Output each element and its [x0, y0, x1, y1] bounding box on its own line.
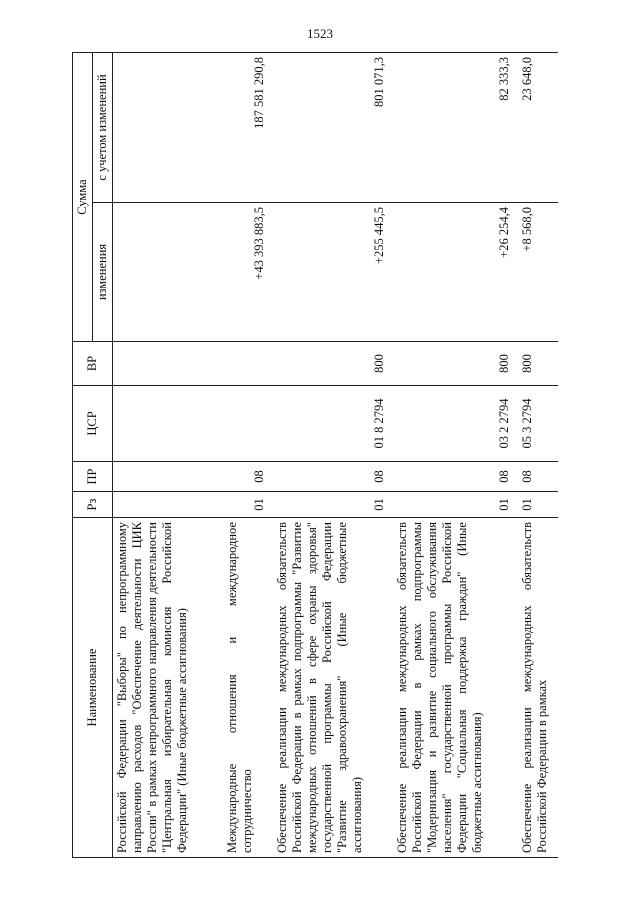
header-csr: ЦСР — [73, 386, 113, 462]
row-rz: 01 — [223, 492, 273, 518]
header-name: Наименование — [73, 518, 113, 858]
row-change: +26 254,4 — [393, 203, 518, 342]
row-total — [113, 53, 223, 203]
row-change: +43 393 883,5 — [223, 203, 273, 342]
header-rz: Рз — [73, 492, 113, 518]
row-vr: 800 — [393, 342, 518, 386]
row-name: Обеспечение реализации международных обязательств Российской Федерации в рамках — [518, 518, 558, 858]
row-pr: 08 — [518, 462, 558, 492]
row-total: 801 071,3 — [273, 53, 393, 203]
row-change: +255 445,5 — [273, 203, 393, 342]
row-name: Российской Федерации "Выборы" по непрограммному направлению расходов "Обеспечение деятельности ЦИК России" в рамках непрограммного направления деятельности "Центральная избирательная комиссия Российской Федерации" (Иные бюджетные ассигнования) — [113, 518, 223, 858]
row-name: Международные отношения и международное сотрудничество — [223, 518, 273, 858]
row-change — [113, 203, 223, 342]
header-sum: Сумма — [73, 53, 93, 342]
row-change: +8 568,0 — [518, 203, 558, 342]
row-csr — [113, 386, 223, 462]
table-row — [393, 53, 518, 858]
table-row — [223, 53, 273, 858]
row-rz — [113, 492, 223, 518]
row-pr: 08 — [223, 462, 273, 492]
row-vr — [113, 342, 223, 386]
row-total: 23 648,0 — [518, 53, 558, 203]
row-pr: 08 — [393, 462, 518, 492]
table-row — [113, 53, 223, 858]
row-rz: 01 — [273, 492, 393, 518]
row-csr: 03 2 2794 — [393, 386, 518, 462]
header-vr: ВР — [73, 342, 113, 386]
table-row — [518, 53, 558, 858]
row-total: 187 581 290,8 — [223, 53, 273, 203]
row-csr: 01 8 2794 — [273, 386, 393, 462]
row-vr: 800 — [273, 342, 393, 386]
page-number: 1523 — [307, 26, 333, 41]
table-row — [273, 53, 393, 858]
header-with-changes: с учетом изменений — [93, 53, 113, 203]
header-pr: ПР — [73, 462, 113, 492]
rotated-table-container — [72, 53, 607, 858]
row-total: 82 333,3 — [393, 53, 518, 203]
row-rz: 01 — [393, 492, 518, 518]
row-name: Обеспечение реализации международных обязательств Российской Федерации в рамках подпрограммы "Развитие международных отношений в сфере охраны здоровья" государственной программы Российской Федерации "Развитие здравоохранения" (Иные бюджетные ассигнования) — [273, 518, 393, 858]
row-rz: 01 — [518, 492, 558, 518]
header-change: изменения — [93, 203, 113, 342]
row-csr: 05 3 2794 — [518, 386, 558, 462]
row-vr: 800 — [518, 342, 558, 386]
table-body — [113, 53, 558, 858]
row-pr: 08 — [273, 462, 393, 492]
row-vr — [223, 342, 273, 386]
row-csr — [223, 386, 273, 462]
table-header — [73, 53, 113, 858]
row-name: Обеспечение реализации международных обязательств Российской Федерации в рамках подпрограммы "Модернизация и развитие социального обслуживания населения" государственной программы Российской Федерации "Социальная поддержка граждан" (Иные бюджетные ассигнования) — [393, 518, 518, 858]
budget-table — [72, 52, 558, 858]
row-pr — [113, 462, 223, 492]
